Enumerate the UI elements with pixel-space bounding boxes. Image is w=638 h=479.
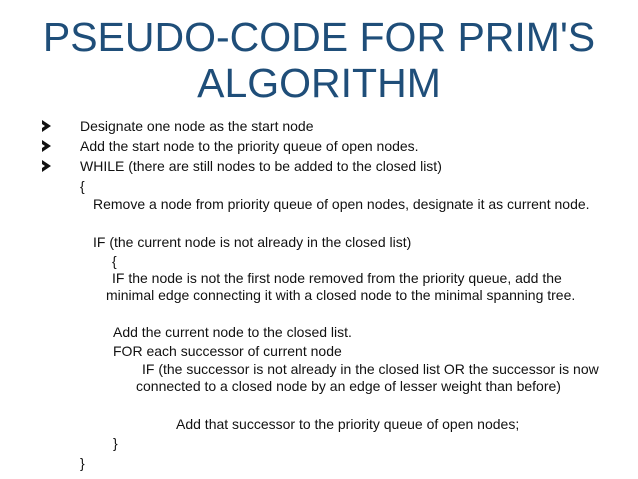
code-if-line: IF (the current node is not already in the closed list) — [93, 234, 412, 250]
code-open-brace-inner: { — [112, 253, 117, 269]
title-line-2: ALGORITHM — [197, 60, 441, 106]
arrow-bullet-icon — [42, 120, 51, 132]
code-add-successor-line: Add that successor to the priority queue of open nodes; — [176, 416, 520, 432]
code-close-brace-inner: } — [113, 435, 118, 451]
code-close-brace: } — [80, 455, 85, 471]
code-open-brace: { — [80, 178, 85, 194]
bullet-item: WHILE (there are still nodes to be added to the closed list) — [80, 158, 442, 174]
slide-title — [0, 14, 638, 106]
bullet-item: Add the start node to the priority queue of open nodes. — [80, 138, 419, 154]
bullet-item: Designate one node as the start node — [80, 118, 314, 134]
code-remove-line: Remove a node from priority queue of open nodes, designate it as current node. — [93, 196, 590, 212]
code-for-line: FOR each successor of current node — [113, 343, 342, 359]
arrow-bullet-icon — [42, 140, 51, 152]
code-add-closed-line: Add the current node to the closed list. — [113, 324, 352, 340]
arrow-bullet-icon — [42, 160, 51, 172]
code-if-first-line: IF the node is not the first node removed from the priority queue, add the minimal edge connecting it with a closed node to the minimal spanning tree. — [106, 270, 576, 303]
title-line-1: PSEUDO-CODE FOR PRIM'S — [42, 14, 596, 60]
code-if-successor-line: IF (the successor is not already in the closed list OR the successor is now connected to a closed node by an edge of lesser weight than before) — [136, 361, 599, 394]
